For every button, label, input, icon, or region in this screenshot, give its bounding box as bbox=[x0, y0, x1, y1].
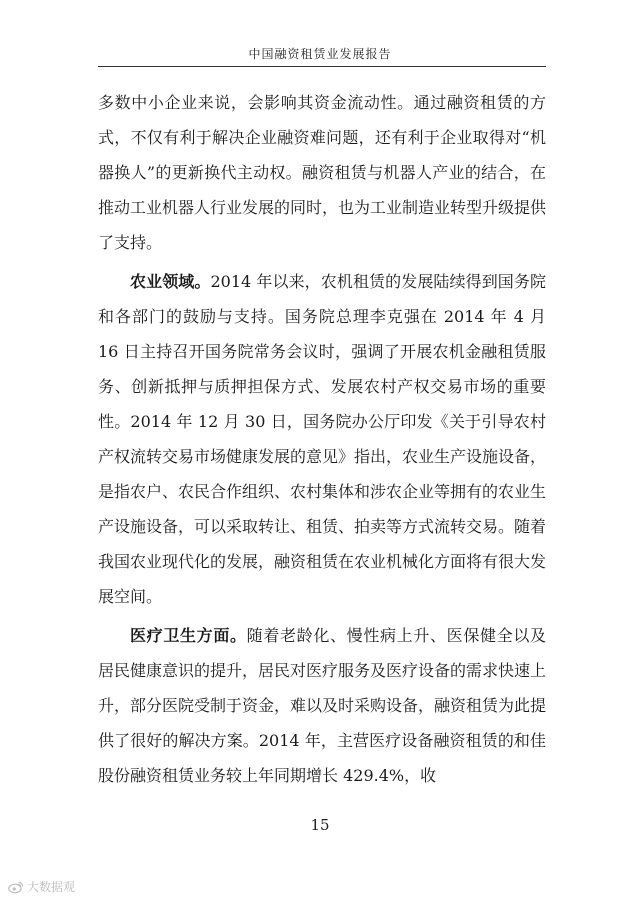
paragraph-2 bbox=[98, 264, 546, 614]
paragraph-3-text: 随着老龄化、慢性病上升、医保健全以及居民健康意识的提升，居民对医疗服务及医疗设备的需求快速上升，部分医院受制于资金，难以及时采购设备，融资租赁为此提供了很好的解决方案。2014 年，主营医疗设备融资租赁的和佳股份融资租赁业务较上年同期增长 429.4%，收 bbox=[98, 626, 547, 785]
paragraph-2-heading: 农业领域。 bbox=[130, 272, 211, 291]
running-header: 中国融资租赁业发展报告 bbox=[248, 47, 392, 61]
paragraph-3 bbox=[98, 618, 546, 793]
paragraph-3-heading: 医疗卫生方面。 bbox=[130, 626, 247, 645]
paragraph-1: 多数中小企业来说，会影响其资金流动性。通过融资租赁的方式，不仅有利于解决企业融资难问题，还有利于企业取得对“机器换人”的更新换代主动权。融资租赁与机器人产业的结合，在推动工业机器人行业发展的同时，也为工业制造业转型升级提供了支持。 bbox=[98, 93, 547, 252]
header-rule bbox=[98, 66, 546, 67]
page-number: 15 bbox=[310, 816, 330, 834]
watermark-text: 大数据观 bbox=[27, 880, 76, 894]
paragraph-2-text: 2014 年以来，农机租赁的发展陆续得到国务院和各部门的鼓励与支持。国务院总理李克强在 2014 年 4 月 16 日主持召开国务院常务会议时，强调了开展农机金融租赁服务、创新抵押与质押担保方式、发展农村产权交易市场的重要性。2014 年 12 月 30 日，国务院办公厅印发《关于引导农村产权流转交易市场健康发展的意见》指出，农业生产设施设备，是指农户、农民合作组织、农村集体和涉农企业等拥有的农业生产设施设备，可以采取转让、租赁、拍卖等方式流转交易。随着我国农业现代化的发展，融资租赁在农业机械化方面将有很大发展空间。 bbox=[98, 272, 547, 606]
body-text bbox=[98, 85, 546, 793]
weibo-logo-icon bbox=[8, 880, 24, 894]
watermark bbox=[8, 878, 75, 895]
